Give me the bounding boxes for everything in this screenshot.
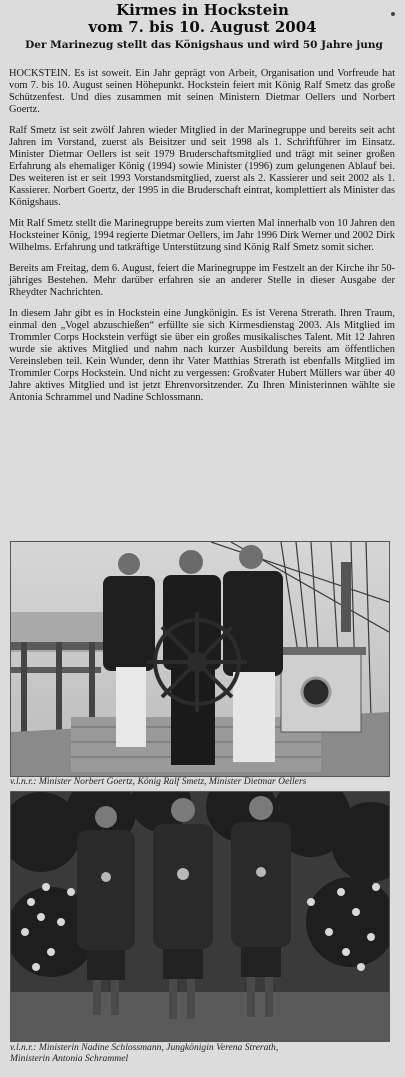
photo-2-caption [10,1042,395,1064]
photo-2-caption-line-1: v.l.n.r.: Ministerin Nadine Schlossmann, Jungkönigin Verena Strerath, [10,1042,279,1053]
paragraph-4: Bereits am Freitag, dem 6. August, feiert die Marinegruppe im Festzelt an der Kirche ihr 50-jähriges Bestehen. Mehr darüber erfahren sie an anderer Stelle in dieser Ausgabe der Rheydter Nachrichten. [9,263,395,298]
photo-young-queen-and-ministers [10,791,390,1042]
photo-1-caption: v.l.n.r.: Minister Norbert Goertz, König Ralf Smetz, Minister Dietmar Oellers [10,776,307,787]
photo-ship-deck-image [11,542,389,776]
paragraph-5: In diesem Jahr gibt es in Hockstein eine Jungkönigin. Es ist Verena Strerath. Ihren Traum, einmal den „Vogel abzuschießen“ erfüllte sie sich Kirmesdienstag 2003. Als Mitglied im Trommler Corps Hockstein verfügt sie über ein großes musikalisches Talent. Mit 12 Jahren wurde sie aktives Mitglied und nahm nach kurzer Ausbildung bereits am öffentlichen Vereinsleben teil. Kein Wunder, denn ihr Vater Matthias Strerath ist ebenfalls Mitglied im Trommler Corps Hockstein. Und nicht zu vergessen: Großvater Hubert Müllers war über 40 Jahre aktives Mitglied und ist jetzt Ehrenvorsitzender. Zu Ihren Ministerinnen wählte sie Antonia Schrammel und Nadine Schlossmann. [9,308,395,403]
headline-line-1: Kirmes in Hockstein [116,1,289,19]
subheadline: Der Marinezug stellt das Königshaus und wird 50 Jahre jung [25,39,383,51]
photo-2-caption-line-2: Ministerin Antonia Schrammel [10,1053,129,1064]
headline-line-2: vom 7. bis 10. August 2004 [88,18,317,36]
paragraph-2: Ralf Smetz ist seit zwölf Jahren wieder Mitglied in der Marinegruppe und bereits seit acht Jahren im Vorstand, zuerst als Beisitzer und seit 1998 als 1. Schriftführer im Einsatz. Minister Dietmar Oellers ist seit 1979 Bruderschaftsmitglied und trägt mit seiner großen Erfahrung als ehemaliger König (1994) sowie Minister (1996) zum gelungenen Ablauf bei. Des weiteren ist er seit 1993 Vorstandsmitglied, zuerst als 2. Kassierer und seit 2002 als 1. Kassierer. Norbert Goertz, der 1995 in die Bruderschaft eintrat, komplettiert als Minister das Königshaus. [9,125,395,208]
photo-king-and-ministers [10,541,390,777]
headline [0,2,405,36]
paragraph-1: HOCKSTEIN. Es ist soweit. Ein Jahr geprägt von Arbeit, Organisation und Vorfreude hat vom 7. bis 10. August seinen Höhepunkt. Hockstein feiert mit König Ralf Smetz das große Schützenfest. Und dies zusammen mit seinen Ministern Dietmar Oellers und Norbert Goertz. [9,68,395,115]
paragraph-3: Mit Ralf Smetz stellt die Marinegruppe bereits zum vierten Mal innerhalb von 10 Jahren den Hocksteiner König, 1994 regierte Dietmar Oellers, im Jahr 1996 Dirk Werner und 2002 Dirk Wilhelms. Erfahrung und tatkräftige Unterstützung sind König Ralf Smetz somit sicher. [9,218,395,253]
photo-garden-image [11,792,389,1041]
article-body [9,68,395,413]
